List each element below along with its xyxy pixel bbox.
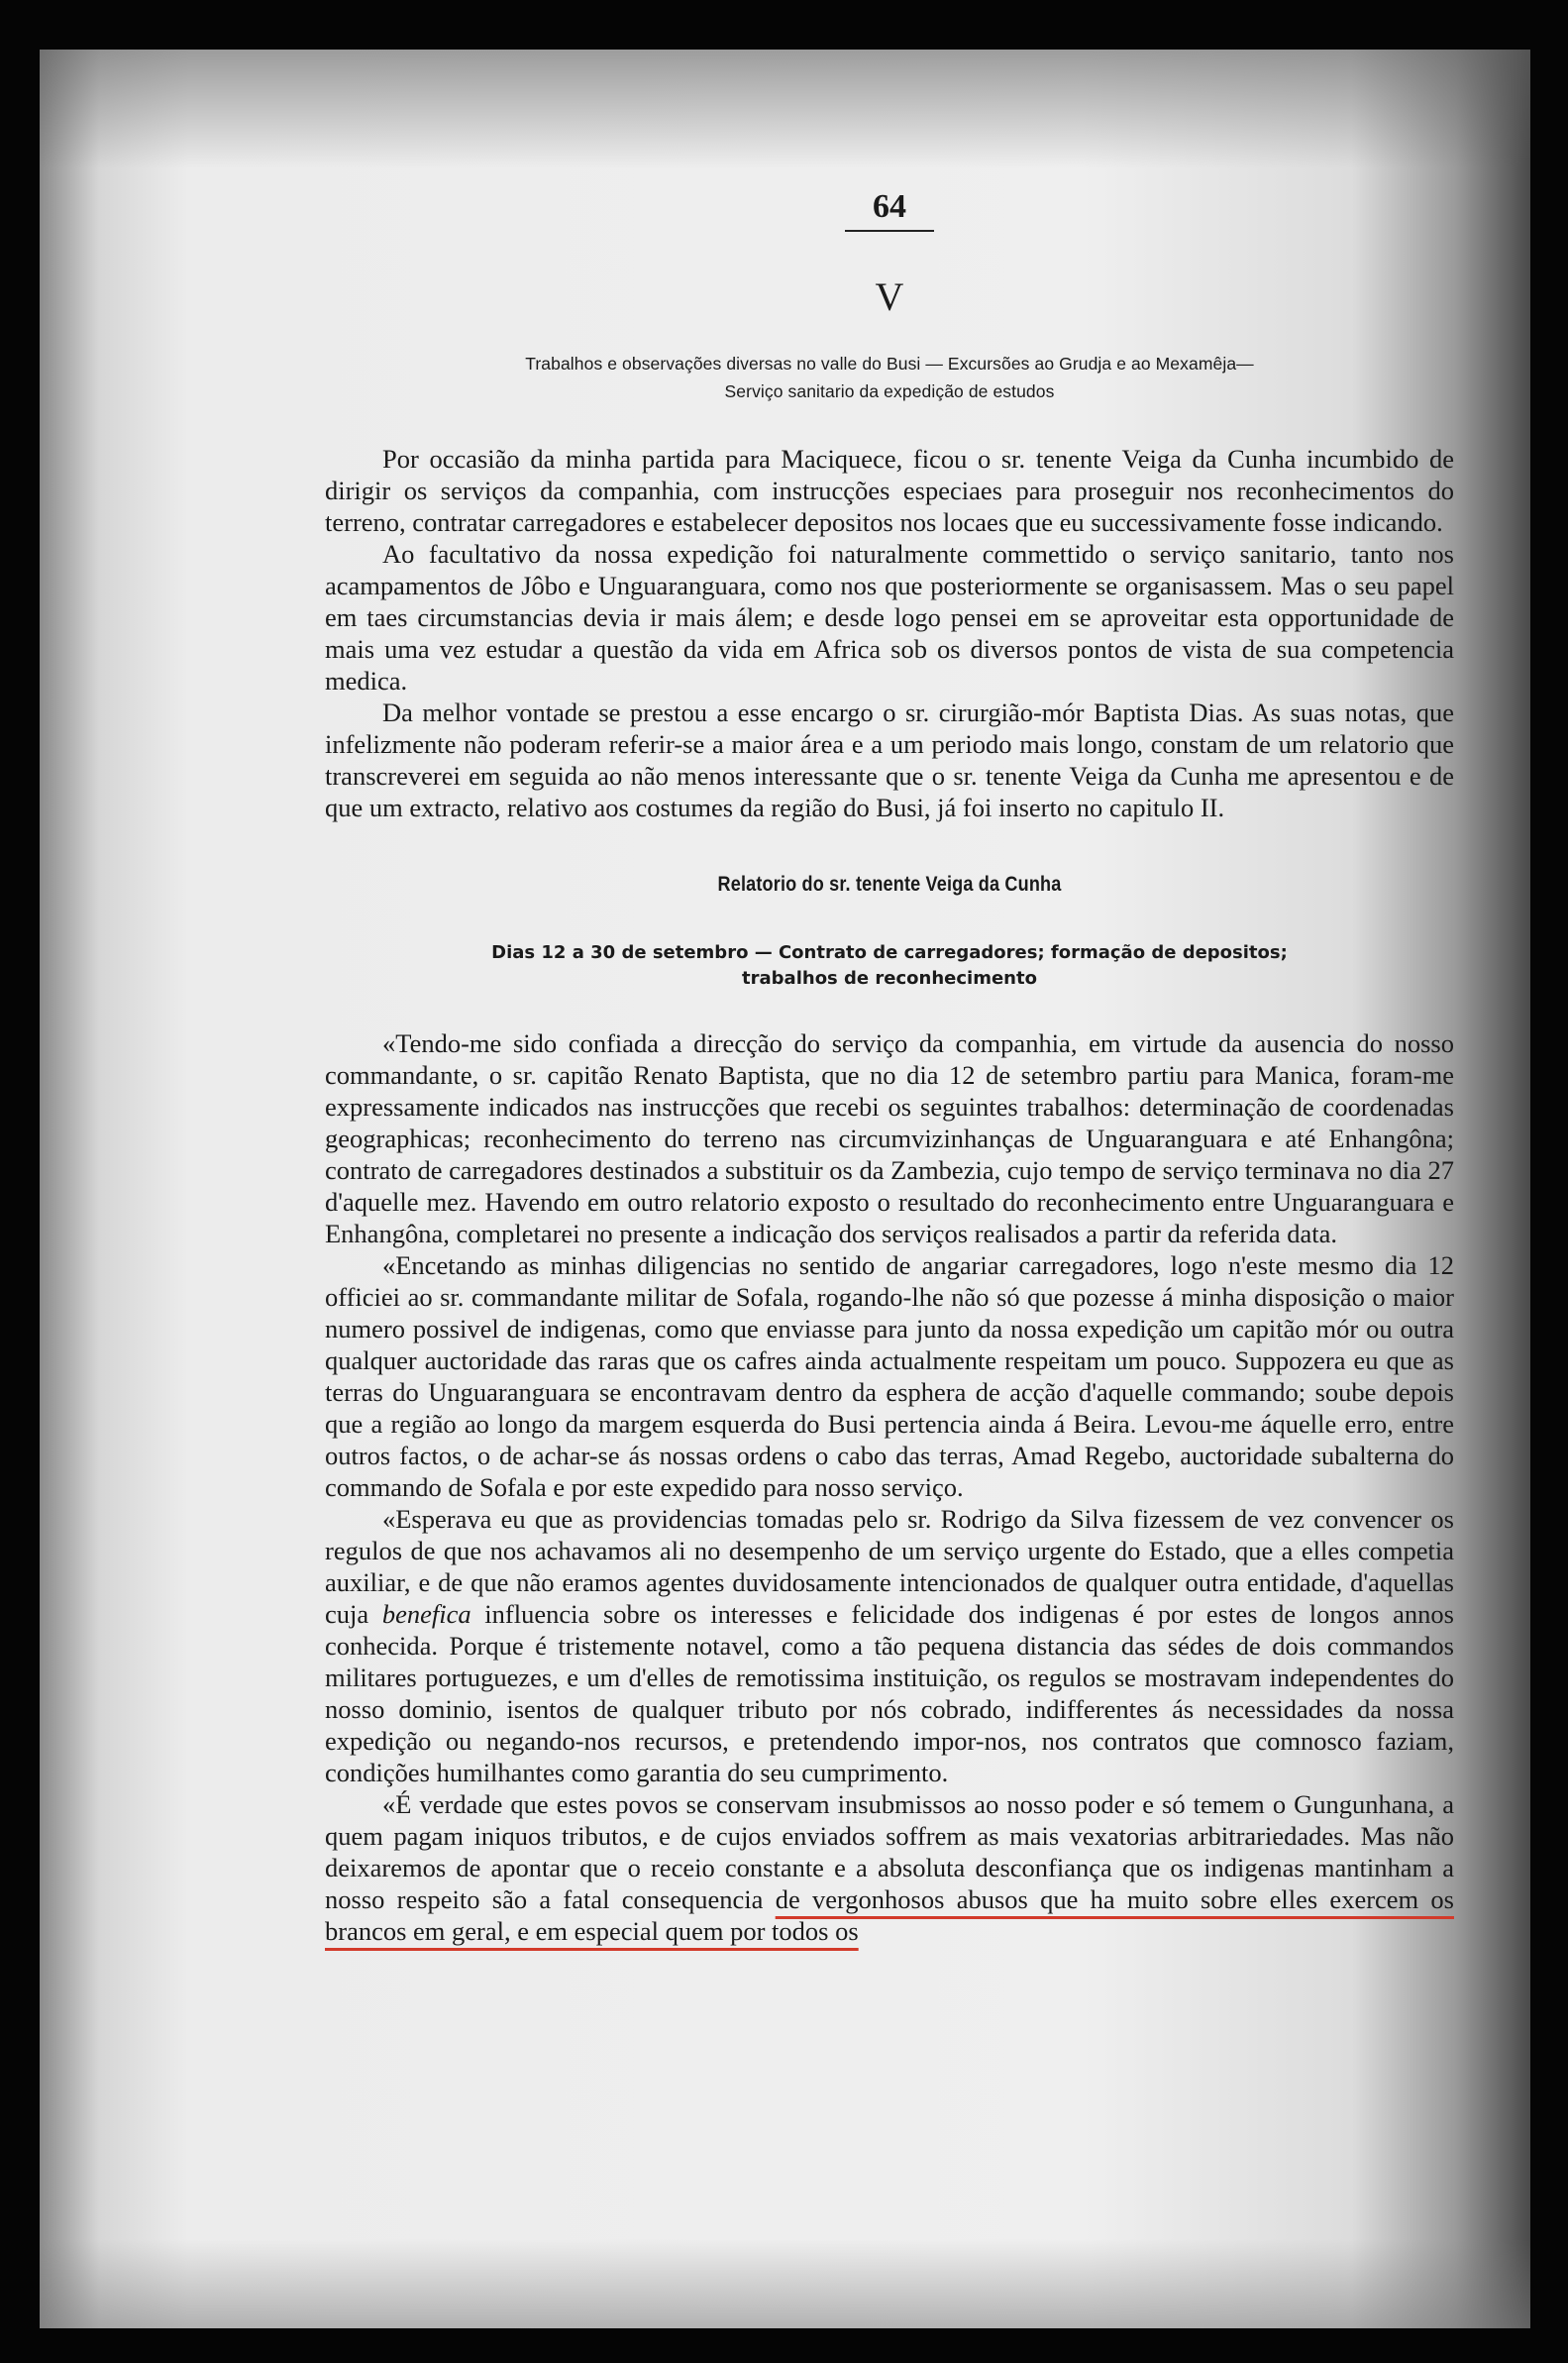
chapter-summary [325,350,1454,405]
paragraph: Por occasião da minha partida para Maciquece, ficou o sr. tenente Veiga da Cunha incumbido de dirigir os serviços da companhia, com instrucções especiaes para proseguir nos reconhecimentos do terreno, contratar carregadores e estabelecer depositos nos locaes que eu successivamente fosse indicando. [325,444,1454,537]
paragraph [325,1503,1454,1788]
paragraph: «Tendo-me sido confiada a direcção do serviço da companhia, em virtude da ausencia do nosso commandante, o sr. capitão Renato Baptista, que no dia 12 de setembro partiu para Manica, foram-me expressamente indicados nas instrucções que recebi os seguintes trabalhos: determinação de coordenadas geographicas; reconhecimento do terreno nas circumvizinhanças de Unguaranguara e até Enhangôna; contrato de carregadores destinados a substituir os da Zambezia, cujo tempo de serviço terminava no dia 27 d'aquelle mez. Havendo em outro relatorio exposto o resultado do reconhecimento entre Unguaranguara e Enhangôna, completarei no presente a indicação dos serviços realisados a partir da referida data. [325,1028,1454,1248]
subsection-title-line: Dias 12 a 30 de setembro — Contrato de carregadores; formação de depositos; [491,942,1288,963]
chapter-summary-line: Serviço sanitario da expedição de estudos [724,381,1055,401]
chapter-summary-line: Trabalhos e observações diversas no valle do Busi — Excursões ao Grudja e ao Mexamêja— [525,354,1254,374]
chapter-numeral: V [875,274,904,319]
paragraph: Ao facultativo da nossa expedição foi naturalmente commettido o serviço sanitario, tanto nos acampamentos de Jôbo e Unguaranguara, como nos que posteriormente se organisassem. Mas o seu papel em taes circumstancias devia ir mais álem; e desde logo pensei em se aproveitar esta opportunidade de mais uma vez estudar a questão da vida em Africa sob os diversos pontos de vista de sua competencia medica. [325,539,1454,696]
paragraph [325,1788,1454,1947]
subsection-title [325,940,1454,992]
text-run: «Esperava eu que as providencias tomadas pelo sr. Rodrigo da Silva fizessem de vez convencer os regulos de que nos achavamos ali no desempenho de um serviço urgente do Estado, que a elles competia auxiliar, e de que não eramos agentes duvidosamente intencionados de qualquer outra entidade, d'aquellas cuja [325,1504,1454,1629]
paragraph: Da melhor vontade se prestou a esse encargo o sr. cirurgião-mór Baptista Dias. As suas notas, que infelizmente não poderam referir-se a maior área e a um periodo mais longo, constam de um relatorio que transcreverei em seguida ao não menos interessante que o sr. tenente Veiga da Cunha me apresentou e de que um extracto, relativo aos costumes da região do Busi, já foi inserto no capitulo II. [325,698,1454,822]
report-text [325,1027,1454,1947]
red-underlined-passage: de vergonhosos abusos que ha muito sobre elles exercem os brancos em geral, e em especial quem por todos os [325,1884,1454,1946]
page-number: 64 [845,188,934,232]
page-content [325,188,1454,1947]
text-run: «É verdade que estes povos se conservam insubmissos ao nosso poder e só temem o Gungunhana, a quem pagam iniquos tributos, e de cujos enviados soffrem as mais vexatorias arbitrariedades. Mas não deixaremos de apontar que o receio constante e a absoluta desconfiança que os indigenas mantinham a nosso respeito são a fatal consequencia [325,1789,1454,1914]
subsection-title-line: trabalhos de reconhecimento [742,968,1037,989]
italic-word: benefica [381,1599,471,1629]
section-title: Relatorio do sr. tenente Veiga da Cunha [717,873,1062,896]
paragraph: «Encetando as minhas diligencias no sentido de angariar carregadores, logo n'este mesmo dia 12 officiei ao sr. commandante militar de Sofala, rogando-lhe não só que pozesse á minha disposição o maior numero possivel de indigenas, como que enviasse para junto da nossa expedição um capitão mór ou outra qualquer auctoridade das raras que os cafres ainda actualmente respeitam um pouco. Suppozera eu que as terras do Unguaranguara se encontravam dentro da esphera de acção d'aquelle commando; soube depois que a região ao longo da margem esquerda do Busi pertencia ainda á Beira. Levou-me áquelle erro, entre outros factos, o de achar-se ás nossas ordens o cabo das terras, Amad Regebo, auctoridade subalterna do commando de Sofala e por este expedido para nosso serviço. [325,1250,1454,1502]
text-run: influencia sobre os interesses e felicidade dos indigenas é por estes de longos annos conhecida. Porque é tristemente notavel, como a tão pequena distancia das sédes de dois commandos militares portuguezes, e um d'elles de remotissima instituição, os regulos se mostravam independentes do nosso dominio, isentos de qualquer tributo por nós cobrado, indifferentes ás necessidades da nossa expedição ou negando-nos recursos, e pretendendo impor-nos, nos contratos que comnosco faziam, condições humilhantes como garantia do seu cumprimento. [325,1599,1454,1787]
intro-text [325,443,1454,823]
scanned-page [40,50,1530,2328]
